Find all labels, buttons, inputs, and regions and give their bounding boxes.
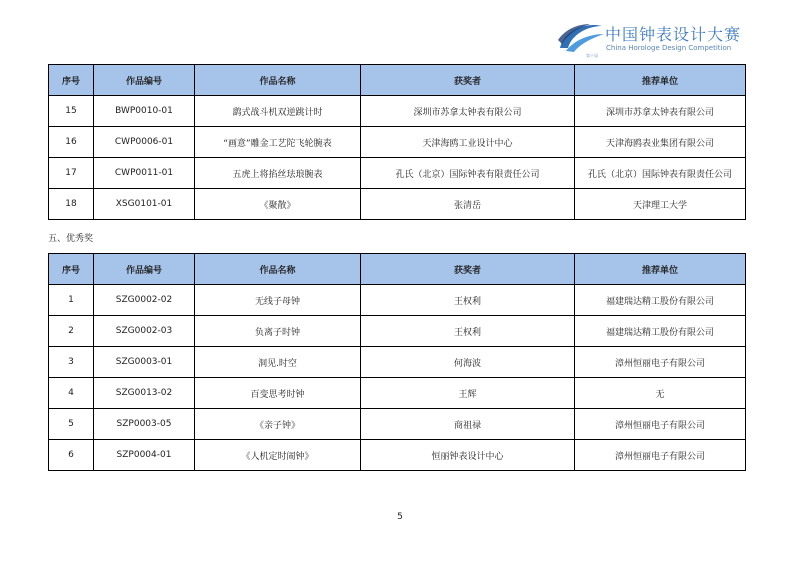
cell-winner: 王辉: [361, 378, 575, 409]
cell-code: XSG0101-01: [94, 189, 195, 220]
cell-name: 《聚散》: [195, 189, 361, 220]
cell-unit: 漳州恒丽电子有限公司: [575, 347, 746, 378]
page-number: 5: [397, 512, 403, 522]
logo-title: 中国钟表设计大赛: [605, 25, 742, 44]
cell-no: 2: [49, 316, 94, 347]
cell-unit: 漳州恒丽电子有限公司: [575, 440, 746, 471]
cell-no: 18: [49, 189, 94, 220]
header-no: 序号: [49, 65, 94, 96]
cell-unit: 漳州恒丽电子有限公司: [575, 409, 746, 440]
cell-unit: 天津海鸥表业集团有限公司: [575, 127, 746, 158]
cell-no: 15: [49, 96, 94, 127]
cell-no: 6: [49, 440, 94, 471]
table-row: [49, 409, 746, 440]
table-row: [49, 285, 746, 316]
cell-name: 洞见.时空: [195, 347, 361, 378]
table-row: [49, 96, 746, 127]
header-name: 作品名称: [195, 65, 361, 96]
logo-edition: 第十届: [586, 53, 598, 58]
section-title-excellence-award: 五、优秀奖: [48, 234, 94, 244]
cell-code: SZP0003-05: [94, 409, 195, 440]
cell-name: 五虎上将掐丝珐琅腕表: [195, 158, 361, 189]
header-unit: 推荐单位: [575, 65, 746, 96]
cell-no: 16: [49, 127, 94, 158]
cell-name: 百变思考时钟: [195, 378, 361, 409]
header-no: 序号: [49, 254, 94, 285]
table-row: [49, 347, 746, 378]
cell-unit: 福建瑞达精工股份有限公司: [575, 316, 746, 347]
cell-code: SZG0002-03: [94, 316, 195, 347]
header-code: 作品编号: [94, 254, 195, 285]
cell-unit: 无: [575, 378, 746, 409]
cell-no: 1: [49, 285, 94, 316]
cell-winner: 商祖禄: [361, 409, 575, 440]
cell-unit: 天津理工大学: [575, 189, 746, 220]
cell-winner: 何海波: [361, 347, 575, 378]
table-header-row: [49, 65, 746, 96]
cell-code: SZP0004-01: [94, 440, 195, 471]
table-header-row: [49, 254, 746, 285]
table-row: [49, 189, 746, 220]
logo-subtitle: China Horologe Design Competition: [606, 44, 732, 52]
cell-code: SZG0002-02: [94, 285, 195, 316]
cell-winner: 王权利: [361, 285, 575, 316]
cell-name: “画意”雕金工艺陀飞轮腕表: [195, 127, 361, 158]
cell-unit: 福建瑞达精工股份有限公司: [575, 285, 746, 316]
cell-code: SZG0013-02: [94, 378, 195, 409]
cell-name: 负离子时钟: [195, 316, 361, 347]
cell-name: 鹞式战斗机双逆跳计时: [195, 96, 361, 127]
cell-winner: 恒丽钟表设计中心: [361, 440, 575, 471]
cell-code: BWP0010-01: [94, 96, 195, 127]
cell-name: 《亲子钟》: [195, 409, 361, 440]
cell-winner: 孔氏（北京）国际钟表有限责任公司: [361, 158, 575, 189]
swoosh-emblem-icon: [556, 18, 606, 58]
header-unit: 推荐单位: [575, 254, 746, 285]
header-winner: 获奖者: [361, 254, 575, 285]
table-row: [49, 440, 746, 471]
cell-code: CWP0006-01: [94, 127, 195, 158]
table-row: [49, 378, 746, 409]
cell-no: 4: [49, 378, 94, 409]
cell-unit: 孔氏（北京）国际钟表有限责任公司: [575, 158, 746, 189]
cell-no: 5: [49, 409, 94, 440]
header-code: 作品编号: [94, 65, 195, 96]
cell-no: 17: [49, 158, 94, 189]
cell-unit: 深圳市苏拿太钟表有限公司: [575, 96, 746, 127]
cell-winner: 张清岳: [361, 189, 575, 220]
excellence-award-table: [48, 253, 746, 471]
cell-name: 无线子母钟: [195, 285, 361, 316]
cell-winner: 王权利: [361, 316, 575, 347]
table-row: [49, 158, 746, 189]
cell-winner: 天津海鸥工业设计中心: [361, 127, 575, 158]
header-winner: 获奖者: [361, 65, 575, 96]
table-row: [49, 316, 746, 347]
cell-no: 3: [49, 347, 94, 378]
cell-name: 《人机定时闹钟》: [195, 440, 361, 471]
header-name: 作品名称: [195, 254, 361, 285]
cell-winner: 深圳市苏拿太钟表有限公司: [361, 96, 575, 127]
table-row: [49, 127, 746, 158]
cell-code: SZG0003-01: [94, 347, 195, 378]
cell-code: CWP0011-01: [94, 158, 195, 189]
awards-table-continued: [48, 64, 746, 220]
competition-logo: [556, 18, 756, 58]
